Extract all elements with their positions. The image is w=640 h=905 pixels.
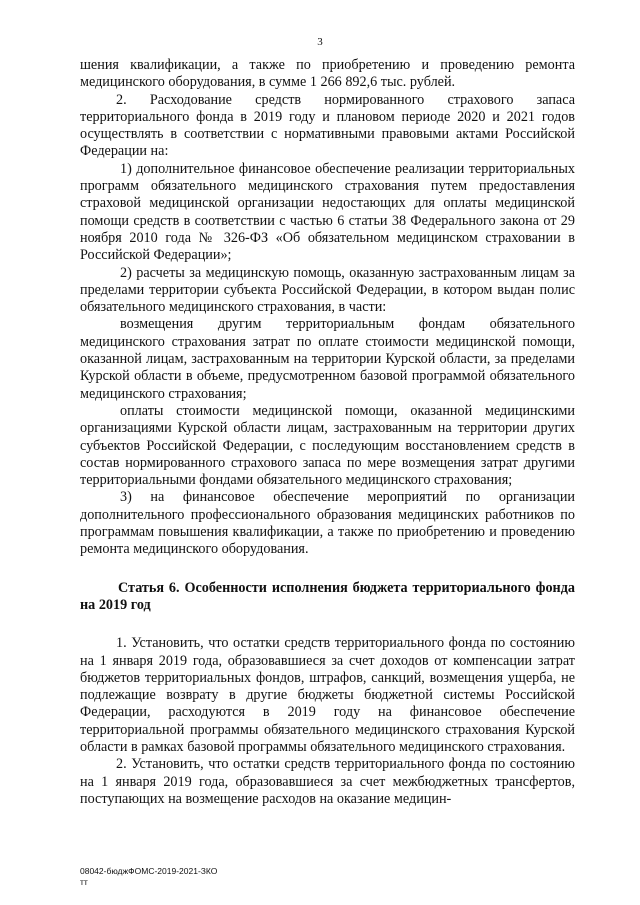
paragraph: возмещения другим территориальным фондам обязательного медицинского страхования затрат по оплате стоимости медицинской помощи, оказанной лицам, застрахованным на территории Курской области, за пределами Курской области в объеме, предусмотренном базовой программой обязательного медицинского страхования; <box>80 316 575 402</box>
document-body <box>80 57 575 808</box>
paragraph: 2. Расходование средств нормированного страхового запаса территориального фонда в 2019 году и плановом периоде 2020 и 2021 годов осуществлять в соответствии с нормативными правовыми актами Российской Федерации на: <box>80 91 575 160</box>
page-number: 3 <box>317 36 323 48</box>
executor-initials: тт <box>80 877 88 887</box>
paragraph: 2. Установить, что остатки средств территориального фонда по состоянию на 1 января 2019 года, образовавшиеся за счет межбюджетных трансфертов, поступающих на возмещение расходов на оказание медицин- <box>80 756 575 807</box>
paragraph: 3) на финансовое обеспечение мероприятий по организации дополнительного профессионального образования медицинских работников по программам повышения квалификации, а также по приобретению и проведению ремонта медицинского оборудования. <box>80 489 575 558</box>
footer <box>80 866 217 888</box>
paragraph: 1. Установить, что остатки средств территориального фонда по состоянию на 1 января 2019 года, образовавшиеся за счет доходов от компенсации затрат бюджетов территориальных фондов, штрафов, санкций, возмещения ущерба, не подлежащие возврату в другие бюджеты бюджетной системы Российской Федерации, расходуются в 2019 году на финансовое обеспечение территориальной программы обязательного медицинского страхования Курской области в рамках базовой программы обязательного медицинского страхования. <box>80 635 575 755</box>
document-code: 08042-бюджФОМС-2019-2021-ЗКО <box>80 866 218 876</box>
paragraph: 1) дополнительное финансовое обеспечение реализации территориальных программ обязательного медицинского страхования путем предоставления страховой медицинской организации недостающих для оплаты медицинской помощи средств в соответствии с частью 6 статьи 38 Федерального закона от 29 ноября 2010 года № 326-ФЗ «Об обязательном медицинском страховании в Российской Федерации»; <box>80 160 575 264</box>
paragraph: 2) расчеты за медицинскую помощь, оказанную застрахованным лицам за пределами территории субъекта Российской Федерации, в котором выдан полис обязательного медицинского страхования, в части: <box>80 264 575 316</box>
paragraph: шения квалификации, а также по приобретению и проведению ремонта медицинского оборудования, в сумме 1 266 892,6 тыс. рублей. <box>80 57 575 91</box>
paragraph: оплаты стоимости медицинской помощи, оказанной медицинскими организациями Курской области лицам, застрахованным на территории других субъектов Российской Федерации, с последующим восстановлением средств в состав нормированного страхового запаса по мере возмещения затрат другими территориальными фондами обязательного медицинского страхования; <box>80 402 575 489</box>
article-title: Статья 6. Особенности исполнения бюджета территориального фонда на 2019 год <box>80 579 575 613</box>
